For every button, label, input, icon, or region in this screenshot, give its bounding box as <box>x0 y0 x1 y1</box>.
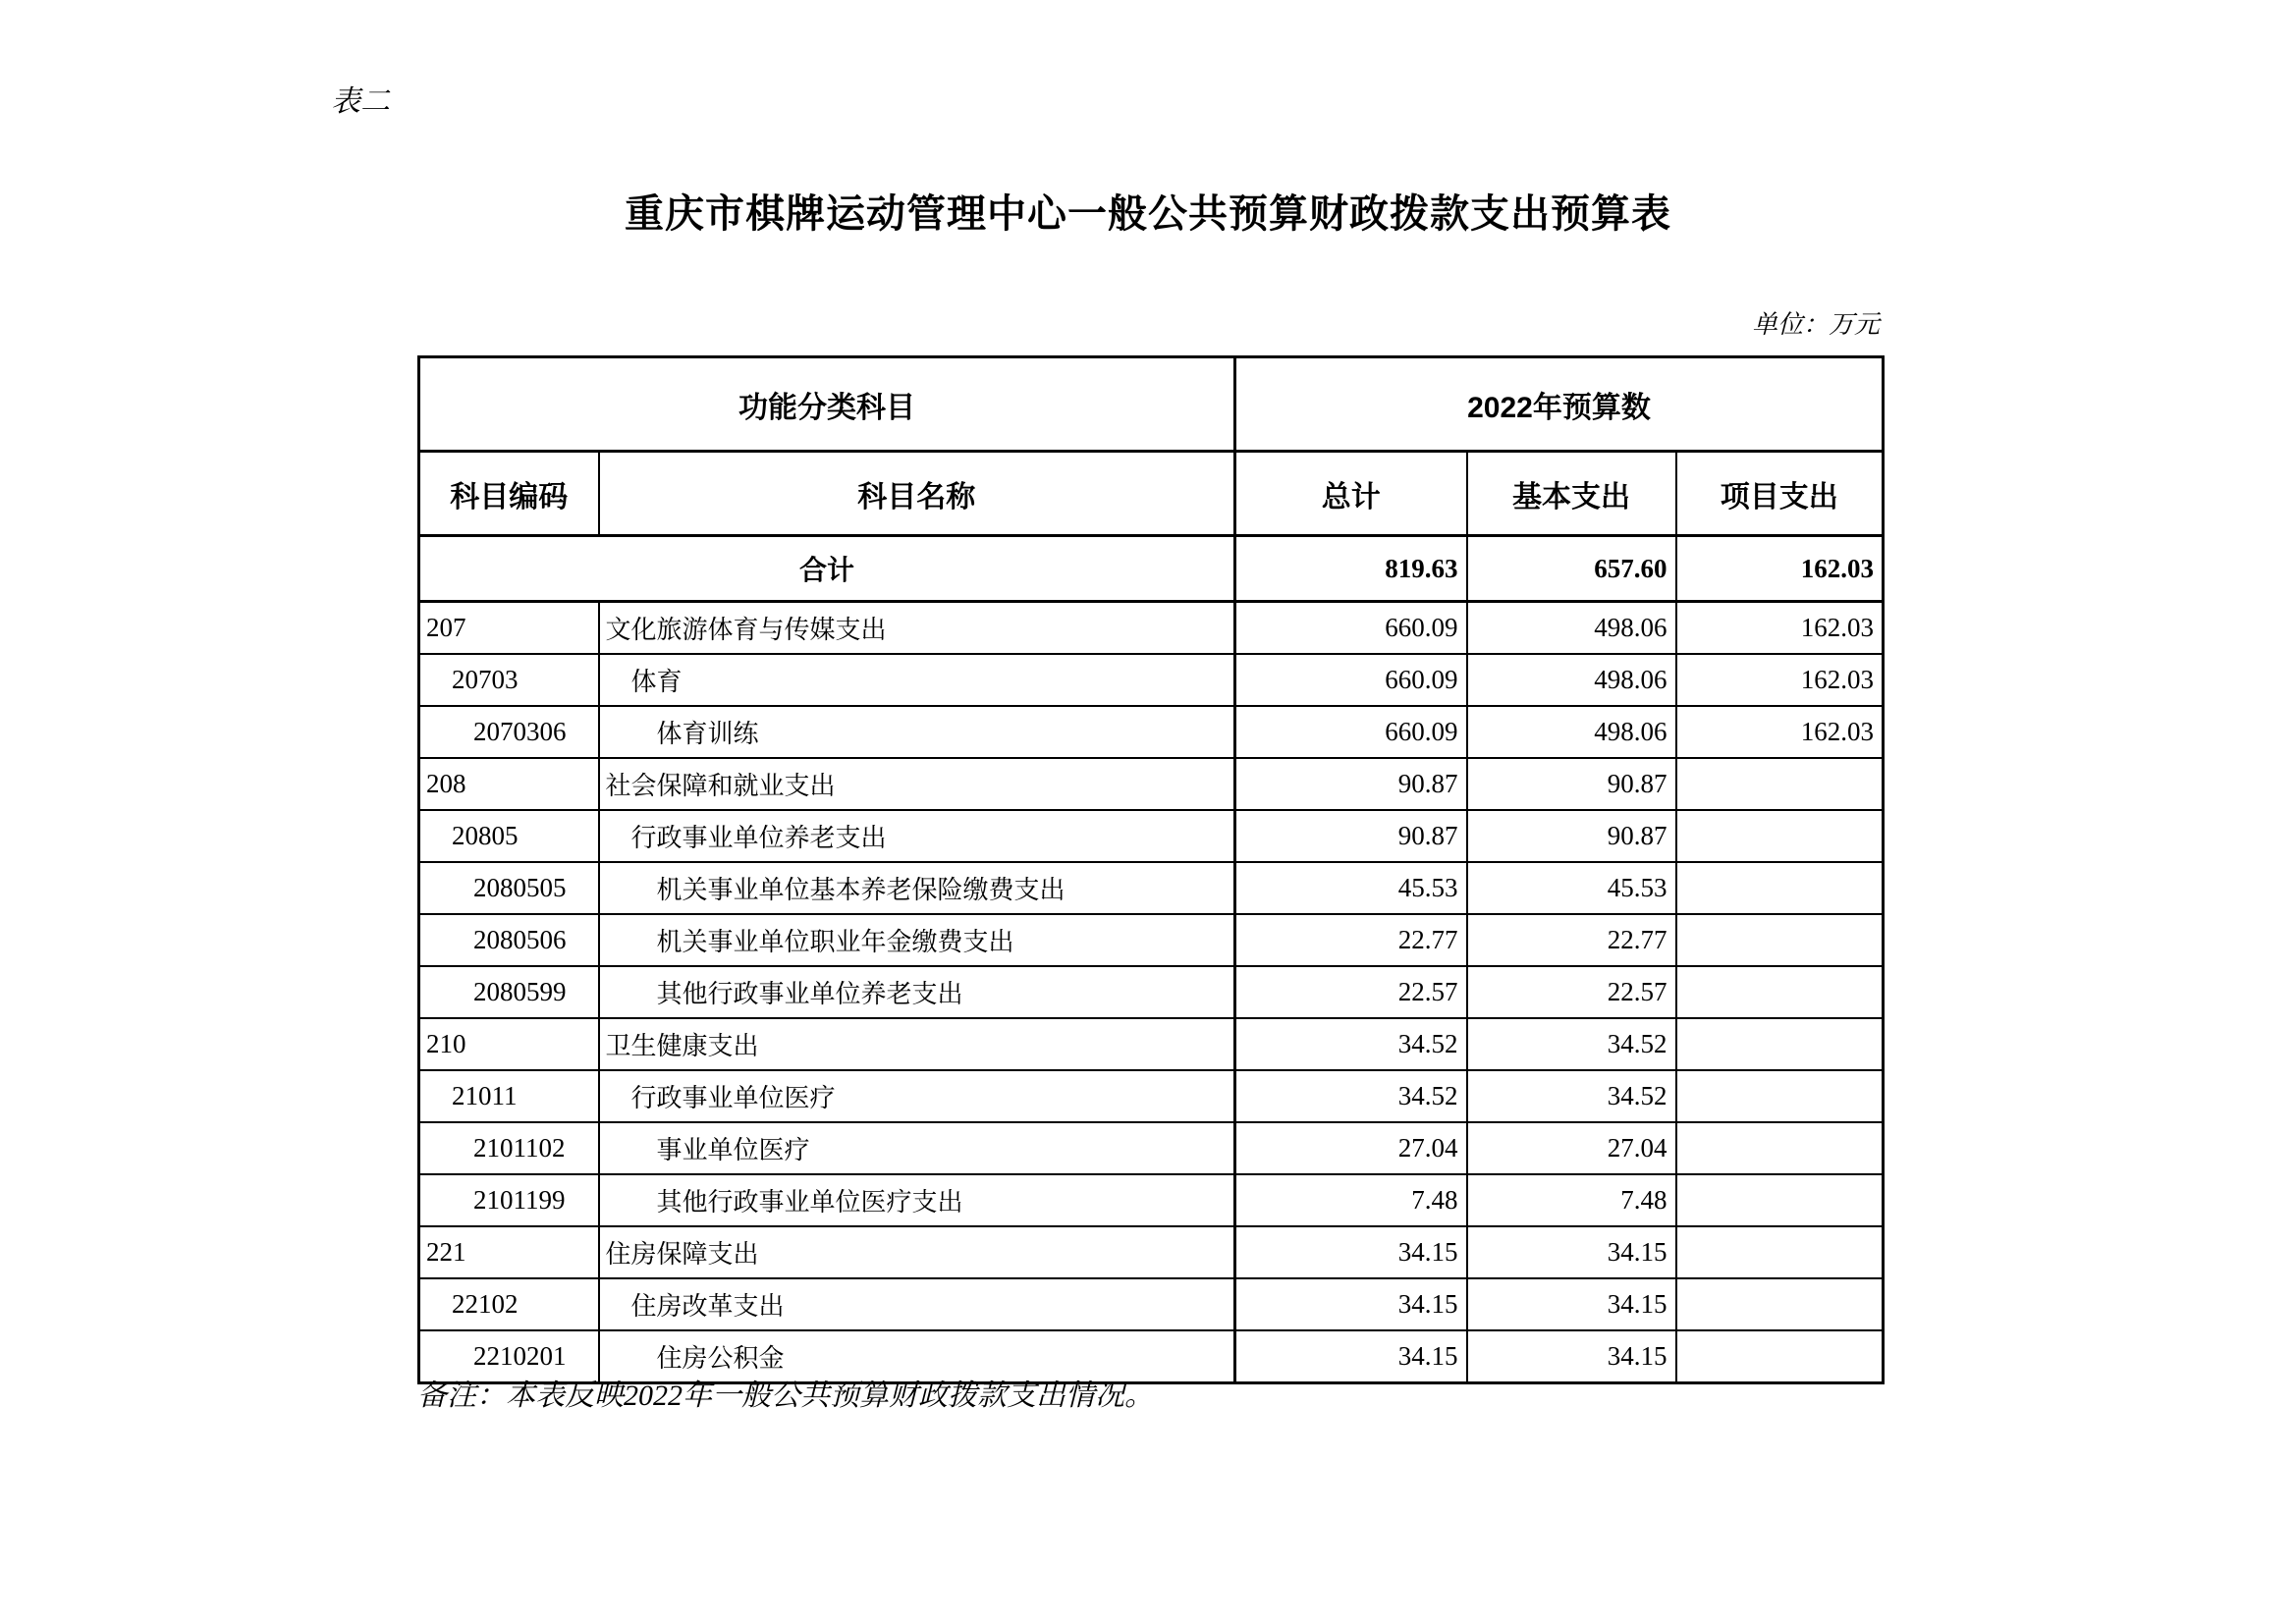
code-cell: 2080505 <box>419 862 599 914</box>
name-cell: 住房改革支出 <box>599 1278 1235 1330</box>
name-cell: 机关事业单位职业年金缴费支出 <box>599 914 1235 966</box>
total-cell: 90.87 <box>1235 810 1467 862</box>
basic-cell: 90.87 <box>1467 758 1676 810</box>
project-cell: 162.03 <box>1676 602 1884 655</box>
header-name: 科目名称 <box>599 452 1235 536</box>
code-cell: 2080506 <box>419 914 599 966</box>
basic-cell: 90.87 <box>1467 810 1676 862</box>
basic-cell: 498.06 <box>1467 654 1676 706</box>
basic-cell: 34.15 <box>1467 1278 1676 1330</box>
total-cell: 34.52 <box>1235 1018 1467 1070</box>
header-group-row <box>419 357 1884 452</box>
name-cell: 体育 <box>599 654 1235 706</box>
name-cell: 其他行政事业单位养老支出 <box>599 966 1235 1018</box>
project-cell: 162.03 <box>1676 706 1884 758</box>
total-cell: 34.52 <box>1235 1070 1467 1122</box>
project-cell <box>1676 1278 1884 1330</box>
name-cell: 行政事业单位医疗 <box>599 1070 1235 1122</box>
table-number-label: 表二 <box>331 85 390 118</box>
header-function-group: 功能分类科目 <box>419 357 1235 452</box>
project-cell <box>1676 862 1884 914</box>
total-cell: 90.87 <box>1235 758 1467 810</box>
project-cell <box>1676 810 1884 862</box>
total-cell: 7.48 <box>1235 1174 1467 1226</box>
header-project: 项目支出 <box>1676 452 1884 536</box>
table-row <box>419 1226 1884 1278</box>
name-cell: 住房公积金 <box>599 1330 1235 1383</box>
header-total: 总计 <box>1235 452 1467 536</box>
name-cell: 体育训练 <box>599 706 1235 758</box>
name-cell: 卫生健康支出 <box>599 1018 1235 1070</box>
total-label-cell: 合计 <box>419 536 1235 602</box>
code-cell: 221 <box>419 1226 599 1278</box>
basic-cell: 34.52 <box>1467 1018 1676 1070</box>
total-cell: 27.04 <box>1235 1122 1467 1174</box>
total-project-cell: 162.03 <box>1676 536 1884 602</box>
table-row <box>419 602 1884 655</box>
table-row <box>419 1174 1884 1226</box>
basic-cell: 498.06 <box>1467 602 1676 655</box>
table-row <box>419 758 1884 810</box>
table-row <box>419 966 1884 1018</box>
project-cell <box>1676 1122 1884 1174</box>
basic-cell: 27.04 <box>1467 1122 1676 1174</box>
project-cell <box>1676 914 1884 966</box>
table-row <box>419 706 1884 758</box>
page-title: 重庆市棋牌运动管理中心一般公共预算财政拨款支出预算表 <box>625 191 1671 236</box>
total-cell: 22.57 <box>1235 966 1467 1018</box>
total-cell: 34.15 <box>1235 1278 1467 1330</box>
project-cell <box>1676 1226 1884 1278</box>
project-cell <box>1676 1070 1884 1122</box>
budget-table <box>417 355 1885 1384</box>
total-cell: 34.15 <box>1235 1226 1467 1278</box>
table-row <box>419 1122 1884 1174</box>
name-cell: 机关事业单位基本养老保险缴费支出 <box>599 862 1235 914</box>
basic-cell: 34.15 <box>1467 1330 1676 1383</box>
basic-cell: 34.15 <box>1467 1226 1676 1278</box>
table-row <box>419 914 1884 966</box>
total-cell: 34.15 <box>1235 1330 1467 1383</box>
name-cell: 文化旅游体育与传媒支出 <box>599 602 1235 655</box>
total-cell: 660.09 <box>1235 654 1467 706</box>
total-cell: 660.09 <box>1235 602 1467 655</box>
total-sum-cell: 819.63 <box>1235 536 1467 602</box>
table-row <box>419 654 1884 706</box>
code-cell: 20805 <box>419 810 599 862</box>
basic-cell: 45.53 <box>1467 862 1676 914</box>
header-code: 科目编码 <box>419 452 599 536</box>
code-cell: 2210201 <box>419 1330 599 1383</box>
project-cell <box>1676 1018 1884 1070</box>
code-cell: 2101199 <box>419 1174 599 1226</box>
name-cell: 住房保障支出 <box>599 1226 1235 1278</box>
total-cell: 660.09 <box>1235 706 1467 758</box>
project-cell <box>1676 1330 1884 1383</box>
basic-cell: 22.77 <box>1467 914 1676 966</box>
name-cell: 其他行政事业单位医疗支出 <box>599 1174 1235 1226</box>
project-cell <box>1676 1174 1884 1226</box>
basic-cell: 7.48 <box>1467 1174 1676 1226</box>
table-row <box>419 810 1884 862</box>
table-body <box>419 536 1884 1383</box>
project-cell <box>1676 966 1884 1018</box>
table-row <box>419 862 1884 914</box>
code-cell: 207 <box>419 602 599 655</box>
project-cell <box>1676 758 1884 810</box>
header-basic: 基本支出 <box>1467 452 1676 536</box>
header-budget-group: 2022年预算数 <box>1235 357 1884 452</box>
project-cell: 162.03 <box>1676 654 1884 706</box>
code-cell: 20703 <box>419 654 599 706</box>
basic-cell: 22.57 <box>1467 966 1676 1018</box>
code-cell: 22102 <box>419 1278 599 1330</box>
footer-note: 备注：本表反映2022年一般公共预算财政拨款支出情况。 <box>417 1380 1154 1412</box>
code-cell: 210 <box>419 1018 599 1070</box>
table-row <box>419 1018 1884 1070</box>
total-row <box>419 536 1884 602</box>
table-row <box>419 1278 1884 1330</box>
code-cell: 21011 <box>419 1070 599 1122</box>
code-cell: 2080599 <box>419 966 599 1018</box>
name-cell: 行政事业单位养老支出 <box>599 810 1235 862</box>
code-cell: 2101102 <box>419 1122 599 1174</box>
name-cell: 事业单位医疗 <box>599 1122 1235 1174</box>
code-cell: 2070306 <box>419 706 599 758</box>
name-cell: 社会保障和就业支出 <box>599 758 1235 810</box>
total-cell: 45.53 <box>1235 862 1467 914</box>
total-basic-cell: 657.60 <box>1467 536 1676 602</box>
code-cell: 208 <box>419 758 599 810</box>
basic-cell: 498.06 <box>1467 706 1676 758</box>
table-row <box>419 1070 1884 1122</box>
unit-note: 单位：万元 <box>1751 310 1880 339</box>
header-columns-row <box>419 452 1884 536</box>
total-cell: 22.77 <box>1235 914 1467 966</box>
basic-cell: 34.52 <box>1467 1070 1676 1122</box>
